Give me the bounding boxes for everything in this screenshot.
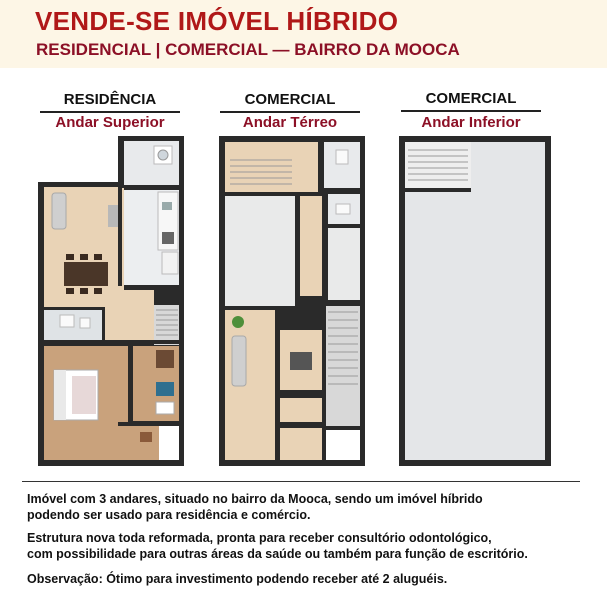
floor-2-level: Andar Térreo xyxy=(242,114,338,131)
floor-1-name: RESIDÊNCIA xyxy=(63,91,157,108)
page-subtitle: RESIDENCIAL | COMERCIAL — BAIRRO DA MOOCA xyxy=(36,40,460,59)
floor-3-level: Andar Inferior xyxy=(421,114,521,131)
description-line-1b: podendo ser usado para residência e comércio. xyxy=(27,508,311,522)
description-line-3: Observação: Ótimo para investimento podendo receber até 2 aluguéis. xyxy=(27,572,448,586)
floor-plan-residencia xyxy=(38,136,184,466)
description-line-2b: com possibilidade para outras áreas da saúde ou também para função de escritório. xyxy=(27,547,528,561)
page-title: VENDE-SE IMÓVEL HÍBRIDO xyxy=(35,6,399,36)
description-line-2a: Estrutura nova toda reformada, pronta para receber consultório odontológico, xyxy=(27,531,492,545)
floor-1-level: Andar Superior xyxy=(55,114,165,131)
section-divider xyxy=(22,481,580,482)
floor-3-name: COMERCIAL xyxy=(425,90,517,107)
description-line-1a: Imóvel com 3 andares, situado no bairro da Mooca, sendo um imóvel híbrido xyxy=(27,492,483,506)
floor-plan-comercial-terreo xyxy=(219,136,365,466)
floor-plan-comercial-inferior xyxy=(399,136,551,466)
floor-2-name: COMERCIAL xyxy=(244,91,336,108)
